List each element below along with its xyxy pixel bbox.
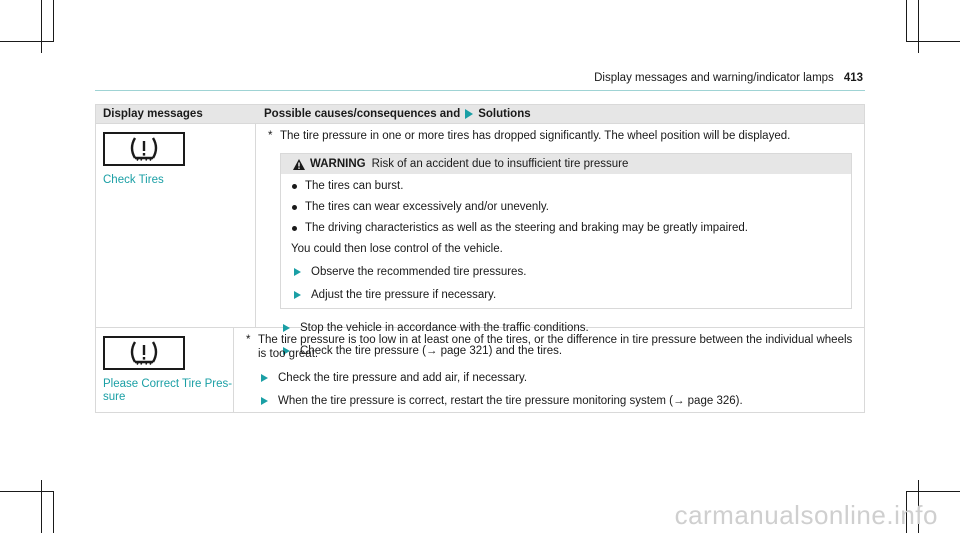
step-text: Check the tire pressure and add air, if necessary. (278, 372, 528, 384)
warning-triangle-icon (293, 159, 305, 170)
solutions-arrow-icon (465, 109, 473, 119)
crop-mark (0, 41, 53, 42)
warning-note: You could then lose control of the vehicle. (291, 243, 503, 255)
solution-steps (258, 371, 858, 408)
list-item (291, 200, 841, 214)
step-arrow-icon (261, 374, 268, 382)
crop-mark (53, 491, 54, 533)
step-text: When the tire pressure is correct, restart the tire pressure monitoring system (→ page 326). (278, 395, 743, 407)
step-text: Observe the recommended tire pressures. (311, 266, 527, 278)
bullet-text: The driving characteristics as well as the steering and braking may be greatly impaired. (305, 222, 748, 234)
bullet-icon (292, 184, 297, 189)
cause-text (268, 129, 852, 143)
display-message-cell (96, 328, 234, 412)
asterisk: * (268, 130, 273, 142)
col-header-causes-label: Possible causes/consequences and (264, 108, 461, 120)
crop-mark (918, 0, 919, 53)
display-message-cell (96, 124, 256, 327)
col-header-display-messages: Display messages (103, 108, 203, 120)
tire-pressure-warning-icon (103, 336, 185, 370)
crop-mark (907, 41, 960, 42)
list-item (291, 179, 841, 193)
watermark: carmanualsonline.info (674, 500, 938, 530)
causes-solutions-cell (234, 328, 870, 412)
display-message-text: Please Correct Tire Pres- sure (103, 378, 233, 403)
col-header-solutions-label: Solutions (478, 108, 531, 120)
page-header (594, 72, 863, 84)
table-header (96, 105, 864, 123)
crop-mark (907, 491, 960, 492)
bullet-text: The tires can burst. (305, 180, 404, 192)
warning-body (281, 174, 851, 308)
cause-text (246, 333, 858, 361)
list-item (258, 394, 858, 408)
step-text: Check the tire pressure (→ page 321) and the tires. (300, 345, 563, 357)
crop-mark (906, 0, 907, 42)
col-header-causes-solutions (256, 105, 864, 123)
warning-label: WARNING (310, 158, 366, 170)
cause-text-body: The tire pressure in one or more tires has dropped significantly. The wheel position will be displayed. (280, 130, 791, 142)
bullet-icon (292, 205, 297, 210)
list-item (291, 221, 841, 235)
page-number: 413 (843, 72, 863, 84)
warning-title: Risk of an accident due to insufficient tire pressure (371, 158, 629, 170)
display-message-text: Check Tires (103, 174, 164, 186)
crop-mark (41, 480, 42, 533)
bullet-icon (292, 226, 297, 231)
step-arrow-icon (294, 268, 301, 276)
list-item (291, 265, 841, 279)
table-row (96, 327, 864, 412)
tire-pressure-warning-icon (103, 132, 185, 166)
display-messages-table (95, 104, 865, 413)
bullet-text: The tires can wear excessively and/or unevenly. (305, 201, 549, 213)
section-title: Display messages and warning/indicator lamps (594, 72, 834, 84)
step-text: Adjust the tire pressure if necessary. (311, 289, 497, 301)
warning-box (280, 153, 852, 309)
cause-text-body: The tire pressure is too low in at least one of the tires, or the difference in tire pressure between the individual wheels is too great. (258, 334, 853, 360)
step-arrow-icon (261, 397, 268, 405)
step-text: Stop the vehicle in accordance with the traffic conditions. (300, 322, 589, 334)
asterisk: * (246, 334, 251, 346)
crop-mark (53, 0, 54, 42)
crop-mark (0, 491, 53, 492)
warning-header (281, 154, 851, 174)
step-arrow-icon (294, 291, 301, 299)
list-item (258, 371, 858, 385)
header-divider (95, 90, 865, 91)
list-item (291, 288, 841, 302)
crop-mark (41, 0, 42, 53)
